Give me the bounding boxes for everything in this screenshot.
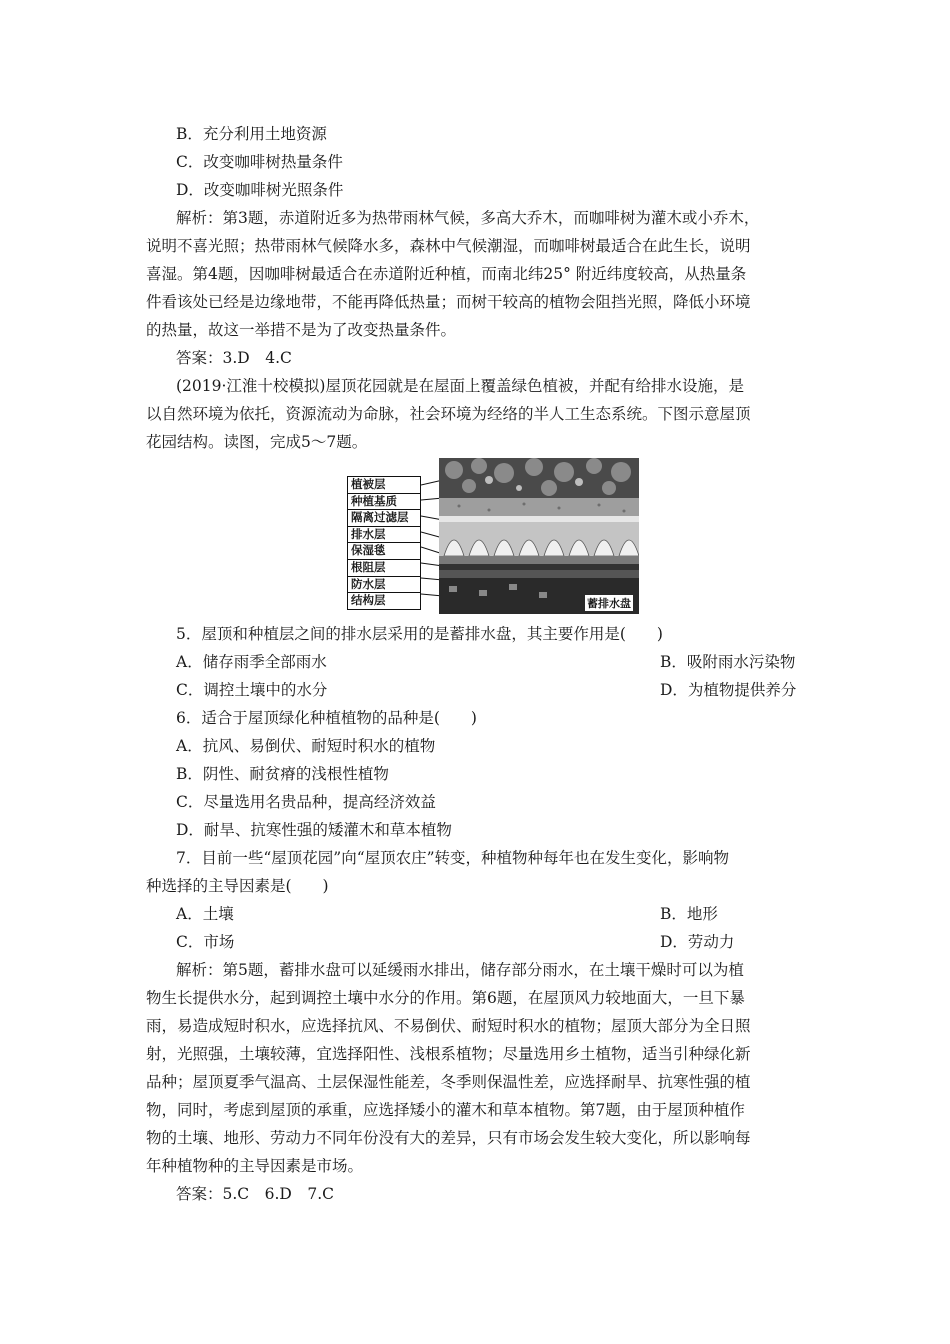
question-7-stem-cont: 种选择的主导因素是( ) [146,877,329,895]
layer-label: 排水层 [348,527,420,544]
analysis-text: 解析：第3题，赤道附近多为热带雨林气候，多高大乔木，而咖啡树为灌木或小乔木， [176,209,760,227]
analysis-2-text: 品种；屋顶夏季气温高、土层保湿性能差，冬季则保温性差，应选择耐旱、抗寒性强的植 [146,1073,751,1091]
analysis-2-text: 射，光照强，土壤较薄，宜选择阳性、浅根系植物；尽量选用乡土植物，适当引种绿化新 [146,1045,751,1063]
q6-option-c: C．尽量选用名贵品种，提高经济效益 [176,793,436,811]
question-5-stem: 5．屋顶和种植层之间的排水层采用的是蓄排水盘，其主要作用是( ) [176,625,663,643]
q7-option-a: A．土壤 [176,905,234,923]
layer-label: 隔离过滤层 [348,510,420,527]
passage-text: 以自然环境为依托，资源流动为命脉，社会环境为经络的半人工生态系统。下图示意屋顶 [146,405,751,423]
layer-label: 根阻层 [348,560,420,577]
q6-option-d: D．耐旱、抗寒性强的矮灌木和草本植物 [176,821,452,839]
q5-option-row [176,676,856,704]
tray-label: 蓄排水盘 [587,597,631,610]
analysis-text: 的热量，故这一举措不是为了改变热量条件。 [146,321,457,339]
analysis-2-text: 物生长提供水分，起到调控土壤中水分的作用。第6题，在屋顶风力较地面大，一旦下暴 [146,989,745,1007]
q7-option-d: D．劳动力 [660,933,735,951]
layer-label: 结构层 [351,593,386,608]
analysis-text: 喜湿。第4题，因咖啡树最适合在赤道附近种植，而南北纬25° 附近纬度较高，从热量条 [146,265,747,283]
q6-option-a: A．抗风、易倒伏、耐短时积水的植物 [176,737,436,755]
layer-label: 保湿毯 [348,543,420,560]
q7-option-row [176,900,856,928]
q5-option-c: C．调控土壤中的水分 [176,681,328,699]
question-7-stem: 7．目前一些“屋顶花园”向“屋顶农庄”转变，种植物种每年也在发生变化，影响物 [176,849,730,867]
question-6-stem: 6．适合于屋顶绿化种植植物的品种是( ) [176,709,477,727]
roof-garden-figure [347,458,639,614]
analysis-2-text: 解析：第5题，蓄排水盘可以延缓雨水排出，储存部分雨水，在土壤干燥时可以为植 [176,961,744,979]
layer-label: 防水层 [348,577,420,594]
option-b-line: B．充分利用土地资源 [176,125,327,143]
answer-line: 答案：3.D 4.C [176,349,292,367]
passage-text: 花园结构。读图，完成5～7题。 [146,433,368,451]
q7-option-row [176,928,856,956]
q5-option-d: D．为植物提供养分 [660,681,797,699]
q6-option-b: B．阴性、耐贫瘠的浅根性植物 [176,765,389,783]
analysis-text: 件看该处已经是边缘地带，不能再降低热量；而树干较高的植物会阻挡光照，降低小环境 [146,293,751,311]
q7-option-c: C．市场 [176,933,235,951]
q5-option-b: B．吸附雨水污染物 [660,653,796,671]
q5-option-a: A．储存雨季全部雨水 [176,653,327,671]
q7-option-b: B．地形 [660,905,718,923]
analysis-2-text: 雨，易造成短时积水，应选择抗风、不易倒伏、耐短时积水的植物；屋顶大部分为全日照 [146,1017,751,1035]
passage-text: (2019·江淮十校模拟)屋顶花园就是在屋面上覆盖绿色植被，并配有给排水设施，是 [176,377,744,395]
option-d-line: D．改变咖啡树光照条件 [176,181,344,199]
q5-option-row [176,648,856,676]
roof-garden-illustration [439,458,639,614]
answer-2-line: 答案：5.C 6.D 7.C [176,1185,335,1203]
layer-label: 种植基质 [348,494,420,511]
analysis-2-text: 年种植物种的主导因素是市场。 [146,1157,364,1175]
analysis-text: 说明不喜光照；热带雨林气候降水多，森林中气候潮湿，而咖啡树最适合在此生长，说明 [146,237,751,255]
option-c-line: C．改变咖啡树热量条件 [176,153,343,171]
layer-label: 植被层 [348,477,420,494]
analysis-2-text: 物的土壤、地形、劳动力不同年份没有大的差异，只有市场会发生较大变化，所以影响每 [146,1129,751,1147]
layer-label-box [347,476,421,610]
analysis-2-text: 物，同时，考虑到屋顶的承重，应选择矮小的灌木和草本植物。第7题，由于屋顶种植作 [146,1101,745,1119]
